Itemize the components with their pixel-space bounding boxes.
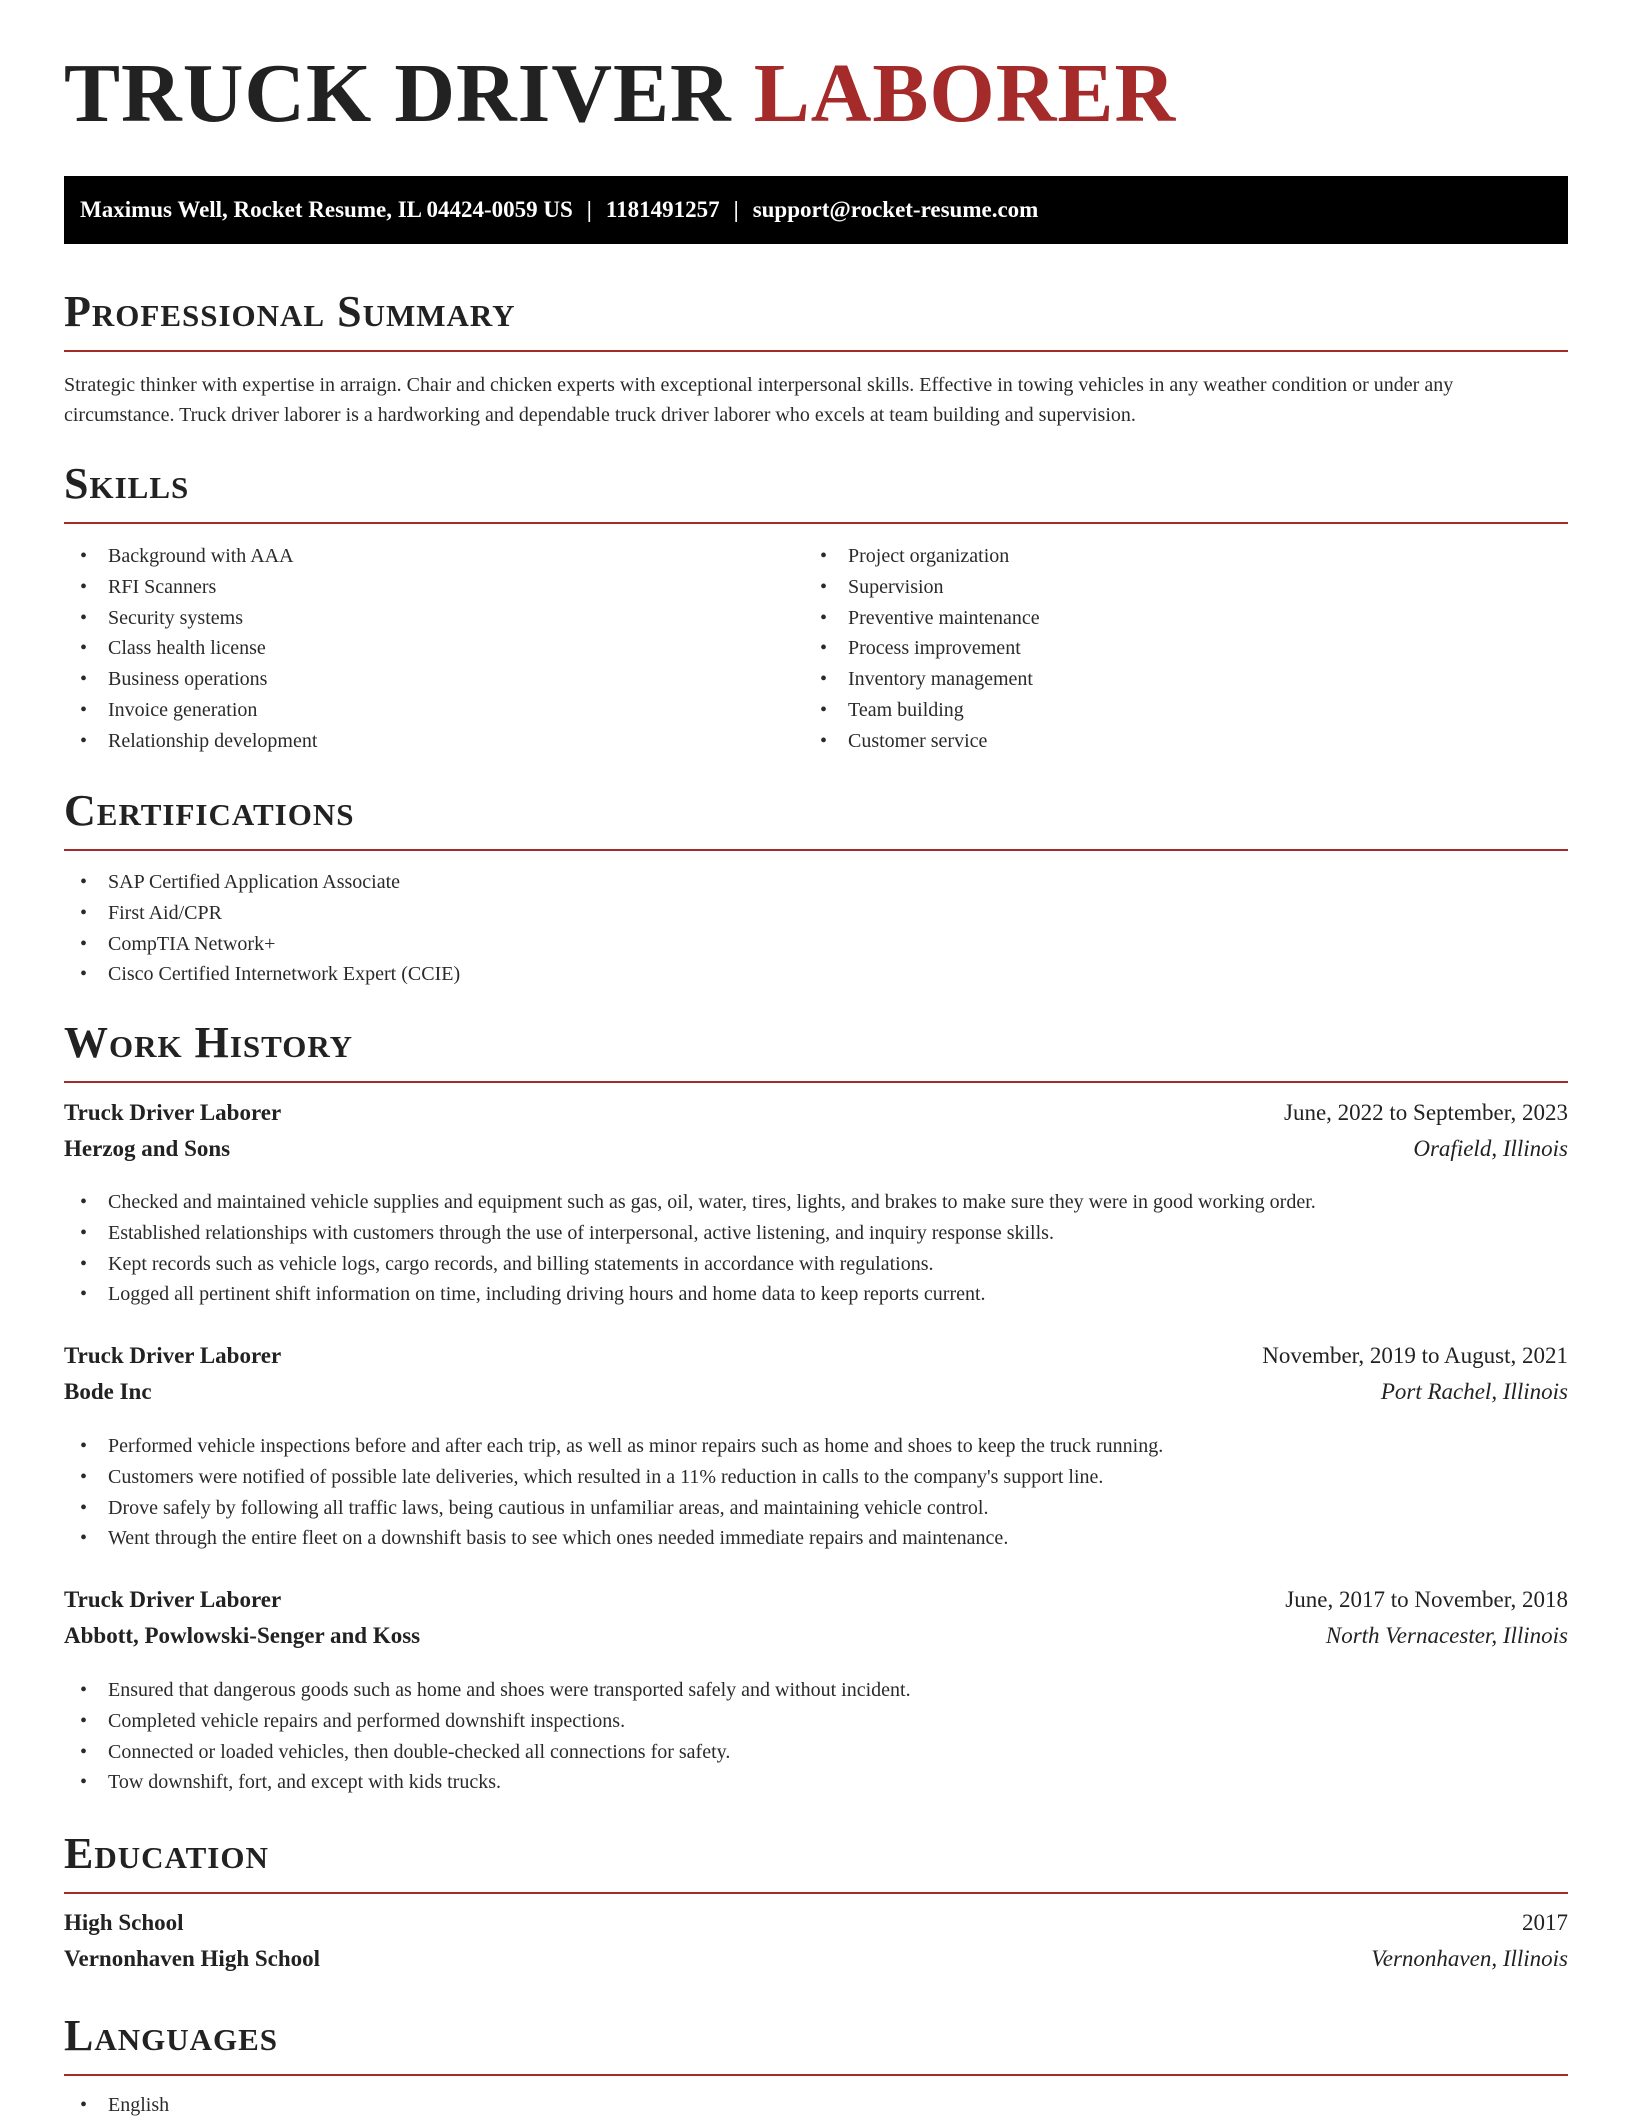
job-dates: June, 2017 to November, 2018 (1285, 1587, 1568, 1612)
skills-list-right (804, 541, 1040, 757)
list-item: • Ensured that dangerous goods such as home and shoes were transported safely and without incident. (64, 1675, 911, 1706)
list-item: • Invoice generation (64, 695, 317, 726)
job-location: Port Rachel, Illinois (1380, 1379, 1568, 1404)
list-item: • Performed vehicle inspections before and after each trip, as well as minor repairs such as home and shoes to keep the truck running. (64, 1431, 1163, 1462)
job-header-row (64, 1343, 1568, 1379)
list-item: • Customers were notified of possible late deliveries, which resulted in a 11% reduction in calls to the company's support line. (64, 1462, 1163, 1493)
section-heading-languages: Languages (64, 2014, 1568, 2076)
job-dates: November, 2019 to August, 2021 (1262, 1343, 1568, 1368)
job-dates: June, 2022 to September, 2023 (1284, 1100, 1568, 1125)
job-location: Orafield, Illinois (1413, 1136, 1568, 1161)
job-location: North Vernacester, Illinois (1325, 1623, 1568, 1648)
job-title: Truck Driver Laborer (64, 1100, 282, 1125)
list-item: • Relationship development (64, 726, 317, 757)
list-item: • CompTIA Network+ (64, 929, 460, 960)
job-company: Bode Inc (64, 1379, 152, 1404)
list-item: • Connected or loaded vehicles, then double-checked all connections for safety. (64, 1737, 911, 1768)
section-heading-education: Education (64, 1832, 1568, 1894)
job-bullets (64, 1431, 1163, 1554)
list-item: • Established relationships with customers through the use of interpersonal, active listening, and inquiry response skills. (64, 1218, 1316, 1249)
education-year: 2017 (1522, 1910, 1568, 1935)
list-item: • Logged all pertinent shift information on time, including driving hours and home data to keep reports current. (64, 1279, 1316, 1310)
section-heading-work-history: Work History (64, 1021, 1568, 1083)
job-company-row (64, 1623, 1568, 1659)
list-item: • SAP Certified Application Associate (64, 867, 460, 898)
list-item: • Completed vehicle repairs and performed downshift inspections. (64, 1706, 911, 1737)
job-title: Truck Driver Laborer (64, 1587, 282, 1612)
languages-list (64, 2090, 169, 2121)
list-item: • Cisco Certified Internetwork Expert (CCIE) (64, 959, 460, 990)
list-item: • Preventive maintenance (804, 603, 1040, 634)
section-heading-certifications: Certifications (64, 789, 1568, 851)
section-heading-summary: Professional Summary (64, 290, 1568, 352)
job-company: Abbott, Powlowski-Senger and Koss (64, 1623, 421, 1648)
list-item: • Team building (804, 695, 1040, 726)
contact-phone[interactable]: 1181491257 (605, 197, 720, 222)
title-accent: LABORER (753, 47, 1177, 140)
education-degree-row (64, 1910, 1568, 1946)
job-bullets (64, 1675, 911, 1798)
job-header-row (64, 1587, 1568, 1623)
job-company: Herzog and Sons (64, 1136, 231, 1161)
list-item: • Kept records such as vehicle logs, cargo records, and billing statements in accordance with regulations. (64, 1249, 1316, 1280)
list-item: • Security systems (64, 603, 317, 634)
contact-email[interactable]: support@rocket-resume.com (752, 197, 1039, 222)
list-item: • Tow downshift, fort, and except with kids trucks. (64, 1767, 911, 1798)
contact-separator: | (733, 197, 739, 222)
job-title: Truck Driver Laborer (64, 1343, 282, 1368)
list-item: • RFI Scanners (64, 572, 317, 603)
list-item: • Background with AAA (64, 541, 317, 572)
section-heading-skills: Skills (64, 462, 1568, 524)
education-degree: High School (64, 1910, 184, 1935)
list-item: • Drove safely by following all traffic laws, being cautious in unfamiliar areas, and maintaining vehicle control. (64, 1493, 1163, 1524)
summary-text: Strategic thinker with expertise in arraign. Chair and chicken experts with exceptional interpersonal skills. Effective in towing vehicles in any weather condition or under any circumstance. Truck driver laborer is a hardworking and dependable truck driver laborer who excels at team building and supervision. (64, 374, 1454, 426)
contact-separator: | (586, 197, 592, 222)
list-item: • Customer service (804, 726, 1040, 757)
job-bullets (64, 1187, 1316, 1310)
certifications-list (64, 867, 460, 990)
list-item: • Went through the entire fleet on a downshift basis to see which ones needed immediate repairs and maintenance. (64, 1523, 1163, 1554)
list-item: • English (64, 2090, 169, 2121)
job-company-row (64, 1136, 1568, 1172)
title-main: TRUCK DRIVER (64, 47, 732, 140)
education-location: Vernonhaven, Illinois (1371, 1946, 1568, 1971)
skills-list-left (64, 541, 317, 757)
job-header-row (64, 1100, 1568, 1136)
contact-bar (64, 176, 1568, 244)
list-item: • Business operations (64, 664, 317, 695)
education-school: Vernonhaven High School (64, 1946, 321, 1971)
education-school-row (64, 1946, 1568, 1982)
list-item: • Inventory management (804, 664, 1040, 695)
list-item: • Project organization (804, 541, 1040, 572)
list-item: • Process improvement (804, 633, 1040, 664)
list-item: • Checked and maintained vehicle supplies and equipment such as gas, oil, water, tires, lights, and brakes to make sure they were in good working order. (64, 1187, 1316, 1218)
job-company-row (64, 1379, 1568, 1415)
list-item: • Class health license (64, 633, 317, 664)
contact-address: Maximus Well, Rocket Resume, IL 04424-0059 US (80, 197, 573, 222)
list-item: • First Aid/CPR (64, 898, 460, 929)
page-title (64, 47, 1177, 140)
list-item: • Supervision (804, 572, 1040, 603)
